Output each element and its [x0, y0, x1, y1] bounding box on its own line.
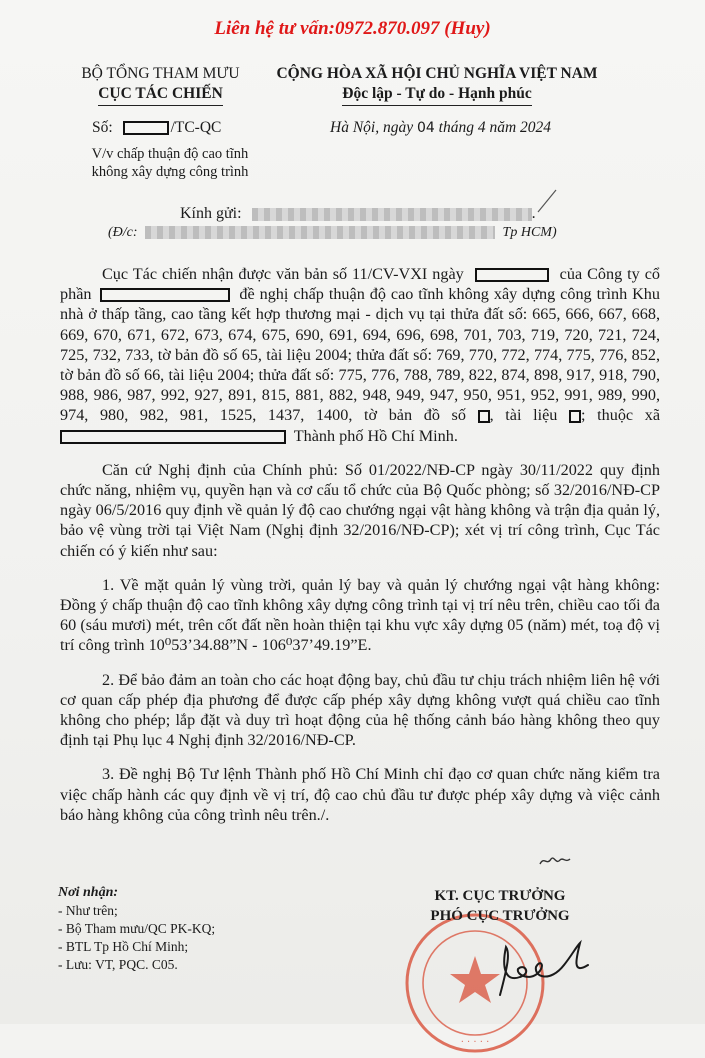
redacted-number: [123, 121, 169, 135]
paragraph-1: [60, 264, 660, 446]
nation-block: [262, 64, 612, 106]
org-line-1: BỘ TỔNG THAM MƯU: [81, 65, 240, 82]
p1-text-e: ; thuộc xã: [581, 406, 661, 425]
subject-line: [60, 145, 280, 181]
pencil-mark-icon: [536, 188, 558, 214]
number-suffix: /TC-QC: [170, 119, 222, 136]
address-suffix: Tp HCM): [502, 225, 557, 240]
signer-block: [400, 886, 600, 926]
receiver-item: - Bộ Tham mưu/QC PK-KQ;: [58, 921, 216, 936]
document-date: [330, 119, 551, 137]
receiver-item: - Lưu: VT, PQC. C05.: [58, 957, 178, 972]
nation-motto: Độc lập - Tự do - Hạnh phúc: [342, 84, 531, 106]
subject-line-1: V/v chấp thuận độ cao tĩnh: [91, 146, 249, 162]
paragraph-5: 3. Đề nghị Bộ Tư lệnh Thành phố Hồ Chí Minh chỉ đạo cơ quan chức năng kiểm tra việc chấp hành các quy định về vị trí, độ cao chủ đầu tư được phép xây dựng và việc cảnh báo hàng không của công trình nêu trên./.: [60, 765, 660, 824]
signer-line-2: PHÓ CỤC TRƯỞNG: [430, 908, 570, 924]
issuer-block: [48, 64, 273, 106]
redacted-map-number: [478, 410, 490, 423]
redacted-company: [100, 288, 230, 302]
redacted-doc-number: [569, 410, 581, 423]
redacted-date: [475, 268, 549, 282]
signer-line-1: KT. CỤC TRƯỞNG: [434, 888, 566, 904]
document-body: [60, 264, 660, 839]
receivers-title: Nơi nhận:: [58, 885, 119, 900]
receiver-item: - BTL Tp Hồ Chí Minh;: [58, 939, 189, 954]
redacted-commune: [60, 430, 286, 444]
paragraph-2: Căn cứ Nghị định của Chính phủ: Số 01/2022/NĐ-CP ngày 30/11/2022 quy định chức năng, nhiệm vụ, quyền hạn và cơ cấu tổ chức của Bộ Quốc phòng; số 32/2016/NĐ-CP ngày 06/5/2016 quy định về quản lý độ cao chướng ngại vật hàng không và trận địa quản lý, bảo vệ vùng trời tại Việt Nam (Nghị định 32/2016/NĐ-CP); xét vị trí công trình, Cục Tác chiến có ý kiến như sau:: [60, 460, 660, 560]
nation-title: CỘNG HÒA XÃ HỘI CHỦ NGHĨA VIỆT NAM: [276, 65, 598, 82]
receiver-item: - Như trên;: [58, 903, 118, 918]
redacted-recipient: [252, 208, 532, 221]
document-number: [92, 119, 221, 137]
handwritten-signature: [480, 935, 600, 1005]
recipient-label: Kính gửi:: [180, 205, 242, 222]
receivers-block: [58, 884, 215, 974]
p1-text-d: , tài liệu: [489, 406, 558, 425]
p1-text-b: của Công ty cổ phần: [60, 265, 660, 304]
initials-mark-icon: [538, 854, 572, 868]
p1-text-c: đề nghị chấp thuận độ cao tĩnh không xây dựng công trình Khu nhà ở thấp tầng, cao tầng kết hợp thương mại - dịch vụ tại thửa đất số: 665, 666, 667, 668, 669, 670, 671, 672, 673, 674, 675, 690, 691, 694, 696, 698, 701, 703, 719, 720, 721, 724, 725, 732, 733, tờ bản đồ số 65, tài liệu 2004; thửa đất số: 769, 770, 772, 774, 775, 776, 852, tờ bản đồ số 66, tài liệu 2004; thửa đất số: 775, 776, 788, 789, 822, 874, 898, 917, 918, 790, 988, 986, 987, 992, 927, 891, 815, 881, 882, 948, 949, 947, 950, 951, 952, 991, 989, 990, 974, 980, 982, 981, 1525, 1437, 1400, tờ bản đồ số: [60, 285, 660, 425]
recipient-address: [108, 225, 557, 241]
subject-line-2: không xây dựng công trình: [91, 164, 249, 180]
p1-text-a: Cục Tác chiến nhận được văn bản số 11/CV-VXI ngày: [102, 265, 464, 283]
number-prefix: Số:: [92, 119, 113, 136]
date-day: 04: [416, 120, 435, 136]
contact-banner: Liên hệ tư vấn:0972.870.097 (Huy): [214, 18, 491, 39]
date-place: Hà Nội, ngày: [330, 119, 414, 136]
p1-text-f: Thành phố Hồ Chí Minh.: [293, 426, 458, 445]
date-rest: tháng 4 năm 2024: [438, 119, 552, 136]
paragraph-3: 1. Về mặt quản lý vùng trời, quản lý bay và quản lý chướng ngại vật hàng không: Đồng ý chấp thuận độ cao tĩnh không xây dựng công trình tại vị trí nêu trên, chiều cao tối đa 60 (sáu mươi) mét, trên cốt đất nền hoàn thiện tại khu vực xây dựng 05 (năm) mét, toạ độ vị trí công trình 10⁰53’34.88”N - 106⁰37’49.19”E.: [60, 575, 660, 655]
svg-text:· · · · ·: · · · · ·: [460, 1037, 490, 1048]
address-prefix: (Đ/c:: [108, 225, 138, 240]
org-line-2: CỤC TÁC CHIẾN: [98, 84, 223, 106]
redacted-address: [145, 226, 495, 239]
recipient-line: Kính gửi: .: [180, 205, 536, 222]
paragraph-4: 2. Để bảo đảm an toàn cho các hoạt động bay, chủ đầu tư chịu trách nhiệm liên hệ với cơ quan cấp phép địa phương để được cấp phép xây dựng không vượt quá chiều cao tĩnh không cho phép; lắp đặt và duy trì hoạt động của hệ thống cảnh báo hàng không theo quy định tại Phụ lục 4 Nghị định 32/2016/NĐ-CP.: [60, 670, 660, 750]
